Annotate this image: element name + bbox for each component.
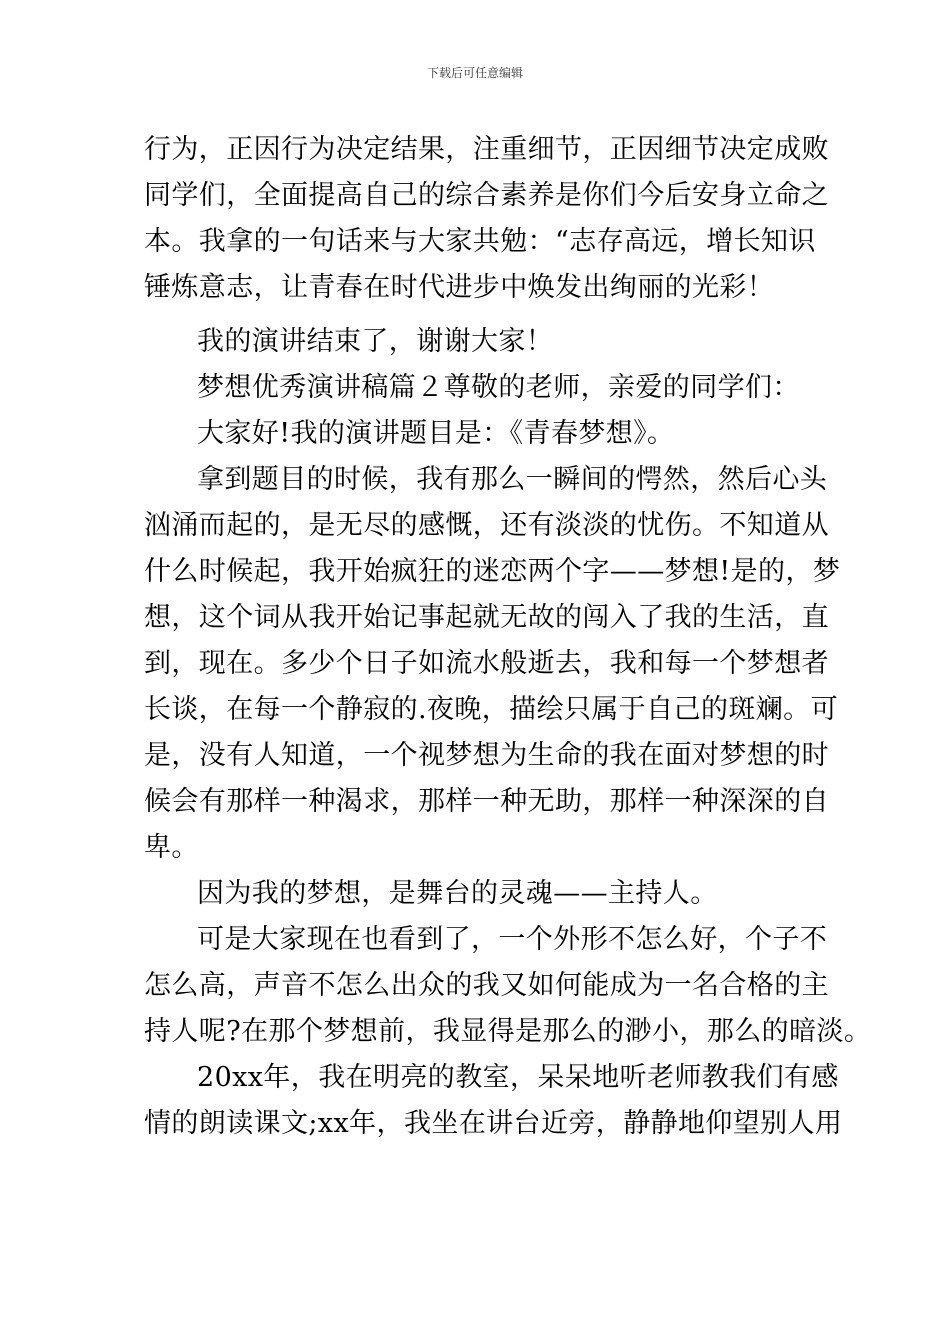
text-line: 因为我的梦想，是舞台的灵魂——主持人。 [197,878,718,909]
text-line: 情的朗读课文;xx年，我坐在讲台近旁，静静地仰望别人用 [144,1108,843,1139]
text-line: 拿到题目的时候，我有那么一瞬间的愕然，然后心头 [197,464,828,495]
text-line: 20xx年，我在明亮的教室，呆呆地听老师教我们有感 [197,1062,839,1093]
text-line: 大家好!我的演讲题目是：《青春梦想》。 [197,418,675,449]
text-line: 长谈，在每一个静寂的.夜晚，描绘只属于自己的斑斓。可 [144,694,838,725]
document-body [144,127,872,1147]
text-line: 锤炼意志，让青春在时代进步中焕发出绚丽的光彩！ [144,272,775,303]
text-line: 怎么高，声音不怎么出众的我又如何能成为一名合格的主 [144,970,829,1001]
page-header-note: 下载后可任意编辑 [426,66,523,80]
text-line: 行为，正因行为决定结果，注重细节，正因细节决定成败 [144,134,829,165]
text-line: 候会有那样一种渴求，那样一种无助，那样一种深深的自 [144,786,829,817]
text-line: 是，没有人知道，一个视梦想为生命的我在面对梦想的时 [144,740,829,771]
text-line: 可是大家现在也看到了，一个外形不怎么好，个子不 [197,924,828,955]
text-line: 梦想优秀演讲稿篇２尊敬的老师，亲爱的同学们： [197,372,800,403]
text-line: 汹涌而起的，是无尽的感慨，还有淡淡的忧伤。不知道从 [144,510,829,541]
text-line: 持人呢?在那个梦想前，我显得是那么的渺小，那么的暗淡。 [144,1016,872,1047]
text-line: 我的演讲结束了，谢谢大家！ [197,326,554,357]
text-line: 什么时候起，我开始疯狂的迷恋两个字——梦想!是的，梦 [144,556,841,587]
text-line: 卑。 [144,832,199,863]
text-line: 同学们，全面提高自己的综合素养是你们今后安身立命之 [144,180,829,211]
text-line: 想，这个词从我开始记事起就无故的闯入了我的生活，直 [144,602,829,633]
text-line: 本。我拿的一句话来与大家共勉：“志存高远，增长知识 [144,226,816,257]
text-line: 到，现在。多少个日子如流水般逝去，我和每一个梦想者 [144,648,829,679]
